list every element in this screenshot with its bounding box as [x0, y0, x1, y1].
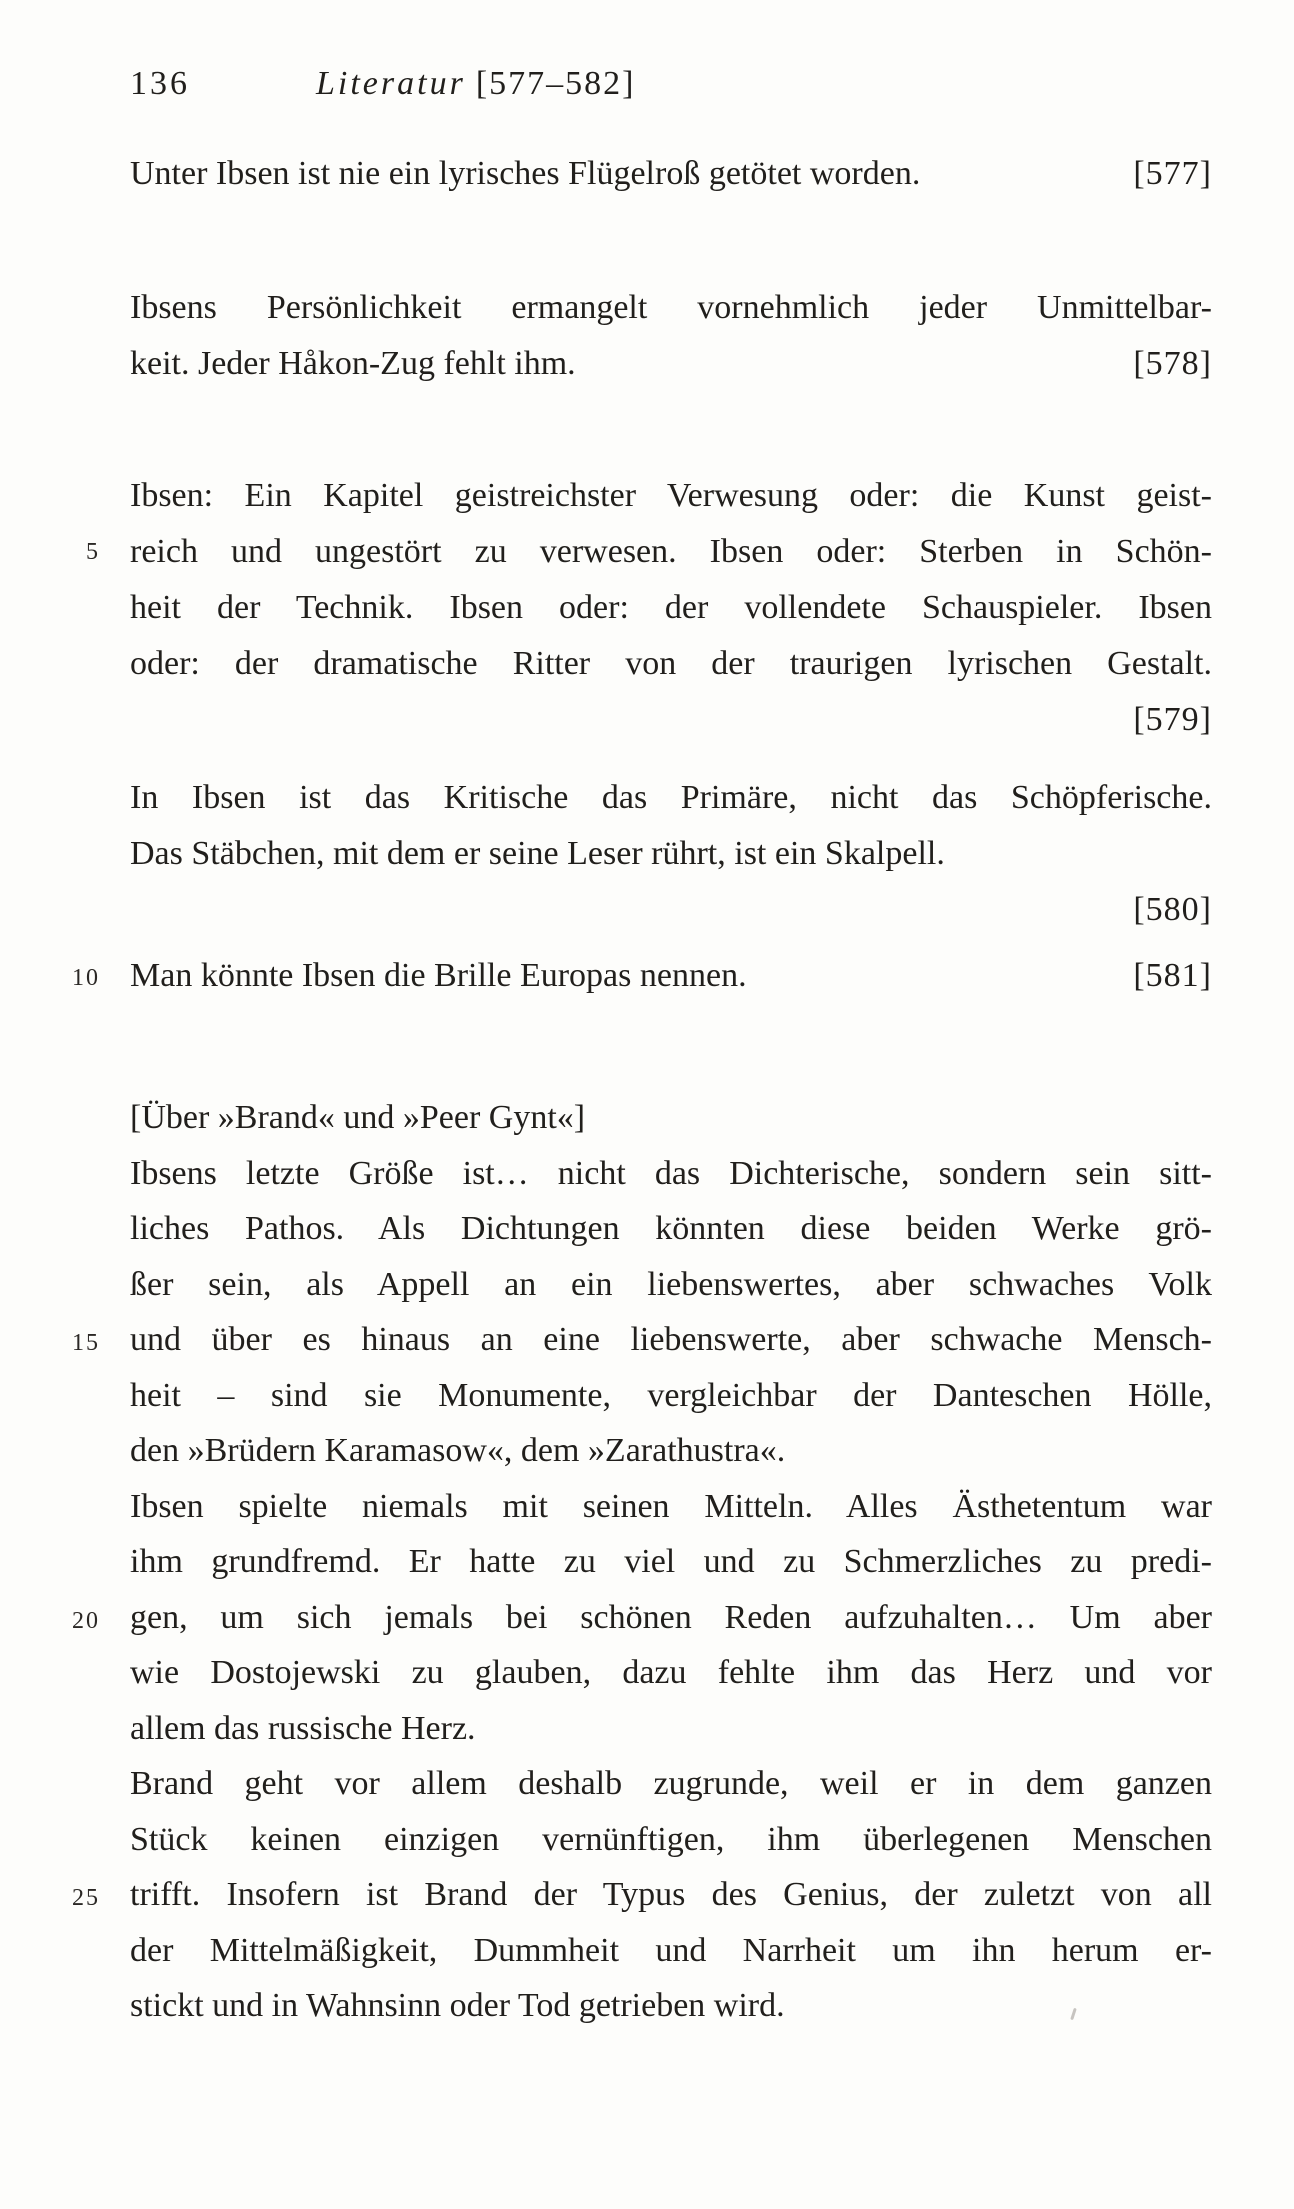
text-line: oder: der dramatische Ritter von der traurigen lyrischen Gestalt. — [130, 645, 1212, 682]
section-heading: [Über »Brand« und »Peer Gynt«] — [130, 1099, 586, 1136]
margin-line-number-15: 15 — [72, 1330, 100, 1356]
text-line: Das Stäbchen, mit dem er seine Leser rührt, ist ein Skalpell. — [130, 835, 945, 872]
margin-line-number-10: 10 — [72, 965, 100, 991]
text-line: und über es hinaus an eine liebenswerte, aber schwache Mensch- — [130, 1321, 1212, 1358]
entry-number-label: [581] — [1133, 957, 1212, 994]
text-line — [130, 146, 1212, 202]
text-line: der Mittelmäßigkeit, Dummheit und Narrheit um ihn herum er- — [130, 1931, 1212, 1969]
text-line: Ibsens Persönlichkeit ermangelt vornehmlich jeder Unmittelbar- — [130, 289, 1212, 326]
entry-number-label: [577] — [1133, 155, 1212, 192]
entry-number-label: [578] — [1133, 345, 1212, 382]
text-line: Stück keinen einzigen vernünftigen, ihm überlegenen Menschen — [130, 1820, 1212, 1858]
text-line: stickt und in Wahnsinn oder Tod getrieben wird. — [130, 1987, 785, 2024]
aphorism-577 — [130, 146, 1212, 202]
text-line: ihm grundfremd. Er hatte zu viel und zu Schmerzliches zu predi- — [130, 1543, 1212, 1580]
aphorism-580 — [130, 770, 1212, 938]
margin-line-number-25: 25 — [72, 1885, 100, 1911]
text-line — [130, 336, 1212, 392]
text-line: In Ibsen ist das Kritische das Primäre, nicht das Schöpferische. — [130, 779, 1212, 816]
margin-line-number-5: 5 — [86, 539, 100, 565]
text-line: liches Pathos. Als Dichtungen könnten diese beiden Werke grö- — [130, 1210, 1212, 1247]
entry-number-label: [579] — [1133, 701, 1212, 738]
aphorism-578 — [130, 280, 1212, 392]
page-number: 136 — [130, 65, 190, 102]
running-head — [130, 62, 1212, 106]
aphorism-581 — [130, 948, 1212, 1004]
text-line: allem das russische Herz. — [130, 1709, 476, 1747]
aphorism-582 — [130, 1090, 1212, 2034]
text-line: heit der Technik. Ibsen oder: der vollendete Schauspieler. Ibsen — [130, 589, 1212, 626]
text-line: trifft. Insofern ist Brand der Typus des Genius, der zuletzt von all — [130, 1876, 1212, 1913]
entry-number-line — [130, 692, 1212, 748]
text-line: Ibsen: Ein Kapitel geistreichster Verwesung oder: die Kunst geist- — [130, 477, 1212, 514]
aphorism-text: keit. Jeder Håkon-Zug fehlt ihm. — [130, 345, 576, 382]
text-line: gen, um sich jemals bei schönen Reden aufzuhalten… Um aber — [130, 1598, 1212, 1636]
text-line: Ibsens letzte Größe ist… nicht das Dichterische, sondern sein sitt- — [130, 1154, 1212, 1192]
entry-number-line — [130, 882, 1212, 938]
margin-line-number-20: 20 — [72, 1608, 100, 1634]
text-line: wie Dostojewski zu glauben, dazu fehlte ihm das Herz und vor — [130, 1654, 1212, 1691]
aphorism-text: Man könnte Ibsen die Brille Europas nennen. — [130, 957, 747, 994]
text-line: den »Brüdern Karamasow«, dem »Zarathustra«. — [130, 1432, 786, 1469]
text-line: Ibsen spielte niemals mit seinen Mitteln. Alles Ästhetentum war — [130, 1487, 1212, 1525]
text-line: Brand geht vor allem deshalb zugrunde, weil er in dem ganzen — [130, 1765, 1212, 1802]
text-line — [130, 948, 1212, 1004]
aphorism-text: Unter Ibsen ist nie ein lyrisches Flügelroß getötet worden. — [130, 155, 921, 192]
section-title: Literatur — [316, 65, 466, 102]
text-line: reich und ungestört zu verwesen. Ibsen oder: Sterben in Schön- — [130, 533, 1212, 570]
entry-range: [577–582] — [475, 65, 636, 102]
entry-number-label: [580] — [1133, 891, 1212, 928]
text-line: ßer sein, als Appell an ein liebenswertes, aber schwaches Volk — [130, 1265, 1212, 1303]
aphorism-579 — [130, 468, 1212, 748]
text-line: heit – sind sie Monumente, vergleichbar der Danteschen Hölle, — [130, 1376, 1212, 1414]
